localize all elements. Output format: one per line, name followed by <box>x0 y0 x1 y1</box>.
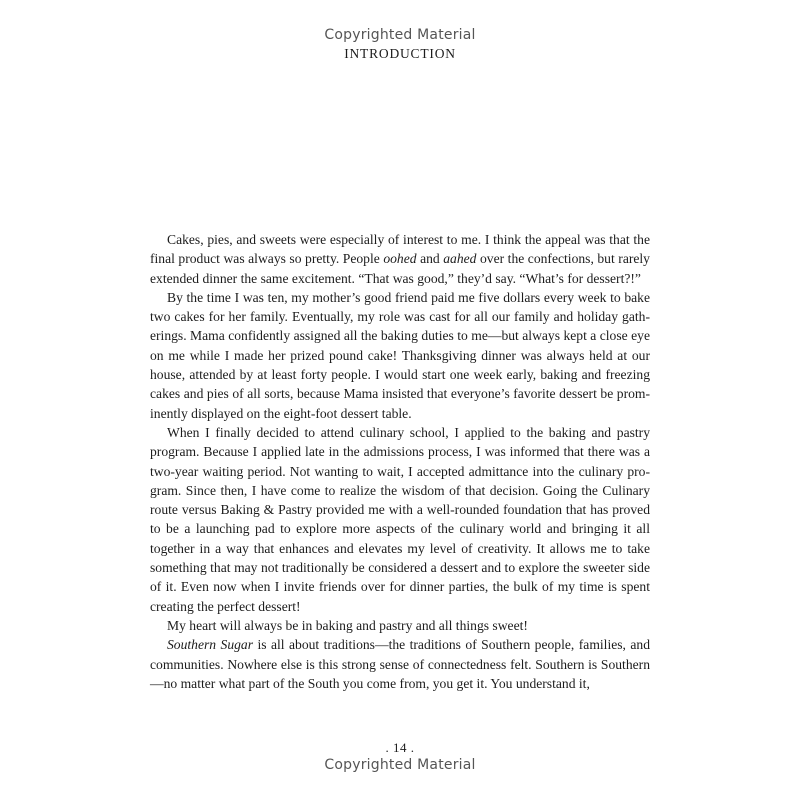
running-head: INTRODUCTION <box>344 46 456 61</box>
paragraph-4 <box>150 616 650 635</box>
text-run: When I finally decided to attend culinary school, I applied to the baking and pastry program. Because I applied late in the admissions process, I was informed that there was a two-year waiting period. Not wanting to wait, I accepted admittance into the culinary program. Since then, I have come to realize the wisdom of that decision. Going the Culinary route versus Baking & Pastry provided me with a well-rounded foundation that has proved to be a launching pad to explore more aspects of the culinary world and bringing it all together in a way that enhances and elevates my level of creativity. It allows me to take something that may not traditionally be considered a dessert and to explore the sweeter side of it. Even now when I invite friends over for dinner parties, the bulk of my time is spent creating the perfect dessert! <box>150 424 650 614</box>
text-run: My heart will always be in baking and pastry and all things sweet! <box>167 617 528 633</box>
watermark-top: Copyrighted Material <box>324 27 476 43</box>
paragraph-5 <box>150 635 650 693</box>
italic-text: Southern Sugar <box>167 637 254 653</box>
page-number: . 14 . <box>385 740 415 755</box>
paragraph-3 <box>150 423 650 616</box>
italic-text: aahed <box>443 251 477 267</box>
watermark-bottom: Copyrighted Material <box>324 757 476 773</box>
body-text <box>150 230 650 693</box>
text-run: and <box>416 251 444 267</box>
paragraph-2 <box>150 288 650 423</box>
text-run: Cakes, pies, and sweets were especially of interest to me. I think the appeal was that the final product was always so pretty. People <box>150 232 650 267</box>
text-run: By the time I was ten, my mother’s good friend paid me five dollars every week to bake two cakes for her family. Eventually, my role was cast for all our family and holiday gatherings. Mama confidently assigned all the baking duties to me—but always kept a close eye on me while I made her prized pound cake! Thanksgiving dinner was always held at our house, attended by at least forty people. I would start one week early, baking and freezing cakes and pies of all sorts, because Mama insisted that everyone’s favorite dessert be prominently displayed on the eight-foot dessert table. <box>150 289 650 421</box>
paragraph-1 <box>150 230 650 288</box>
text-run: is all about traditions—the traditions of Southern people, families, and communities. Nowhere else is this strong sense of connectedness felt. Southern is Southern—no matter what part of the South you come from, you get it. You understand it, <box>150 637 651 691</box>
italic-text: oohed <box>383 251 417 267</box>
text-run: over the confections, but rarely extended dinner the same excitement. “That was good,” they’d say. “What’s for dessert?!” <box>150 251 650 286</box>
